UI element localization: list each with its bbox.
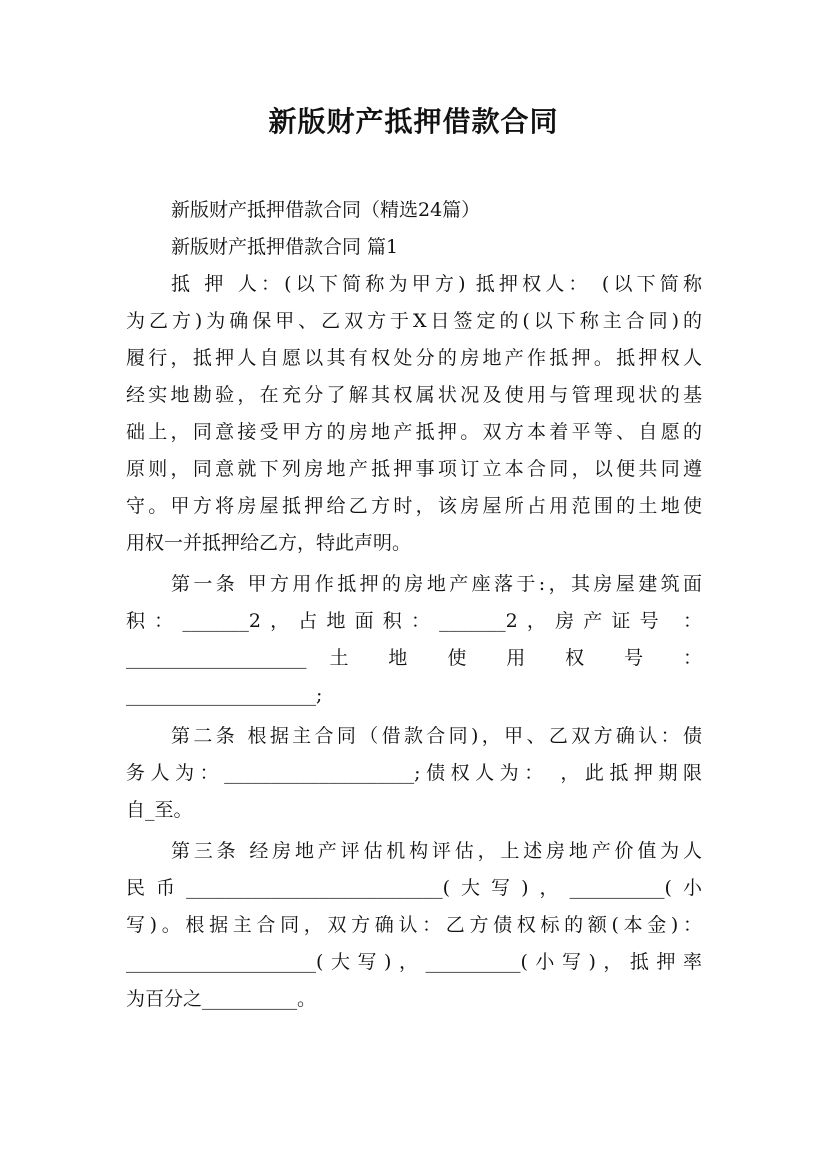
clause-line: 积：_______2，占地面积：_______2，房产证号 ： — [126, 610, 702, 632]
clause-line: 写)。根据主合同，双方确认：乙方债权标的额(本金)： — [126, 914, 702, 936]
subtitle-line: 新版财产抵押借款合同（精选24篇） — [171, 199, 481, 221]
paragraph-line: 为乙方)为确保甲、乙双方于X日签定的(以下称主合同)的 — [126, 310, 702, 332]
clause-line: 第三条 经房地产评估机构评估，上述房地产价值为人 — [171, 840, 702, 862]
clause-line: 第二条 根据主合同（借款合同)，甲、乙双方确认：债 — [171, 725, 702, 747]
clause-line: 民币___________________________(大写)，__________(小 — [126, 877, 702, 899]
clause-line: 自_至。 — [126, 799, 193, 821]
paragraph-line: 原则，同意就下列房地产抵押事项订立本合同，以便共同遵 — [126, 458, 702, 480]
clause-line: ____________________(大写)，__________(小写)，抵押率 — [126, 951, 702, 973]
paragraph-line: 守。甲方将房屋抵押给乙方时，该房屋所占用范围的土地使 — [126, 495, 702, 517]
clause-line: 务人为：____________________;债权人为： ，此抵押期限 — [126, 762, 702, 784]
paragraph-line: 经实地勘验，在充分了解其权属状况及使用与管理现状的基 — [126, 384, 702, 406]
clause-line: ____________________; — [126, 684, 323, 706]
section-heading: 新版财产抵押借款合同 篇1 — [171, 236, 399, 258]
paragraph-line: 用权一并抵押给乙方，特此声明。 — [126, 532, 412, 554]
clause-line: 第一条 甲方用作抵押的房地产座落于:，其房屋建筑面 — [171, 573, 702, 595]
clause-line: ___________________ 土 地 使 用 权 号 ： — [126, 647, 702, 669]
paragraph-line: 履行，抵押人自愿以其有权处分的房地产作抵押。抵押权人 — [126, 347, 702, 369]
paragraph-line: 抵 押 人：(以下简称为甲方) 抵押权人： (以下简称 — [171, 273, 702, 295]
document-body — [126, 192, 702, 1018]
clause-line: 为百分之__________。 — [126, 988, 317, 1010]
document-title: 新版财产抵押借款合同 — [268, 105, 559, 138]
paragraph-line: 础上，同意接受甲方的房地产抵押。双方本着平等、自愿的 — [126, 421, 702, 443]
